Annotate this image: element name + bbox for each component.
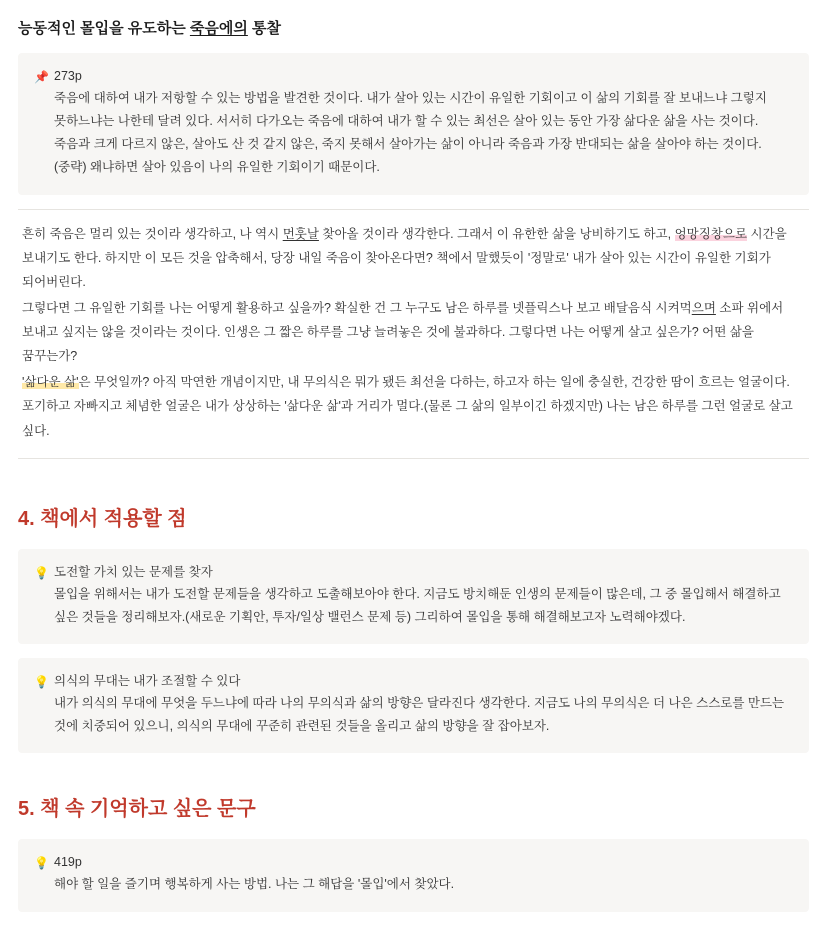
quote-callout-2-page-label: 419p (54, 855, 82, 870)
text-segment: 시간을 보내기도 한다. 하지만 이 모든 것을 압축해서, 당장 내일 죽음이 찾아온다면? 책에서 말했듯이 '정말로' 내가 살아 있는 시간이 유일한 기회가 되어버린다. (22, 226, 787, 290)
reflection-block (18, 209, 809, 459)
text-segment: 흔히 죽음은 멀리 있는 것이라 생각하고, 나 역시 (22, 226, 283, 241)
reflection-paragraph (22, 222, 805, 295)
apply-callout-2 (18, 658, 809, 753)
lightbulb-icon: 💡 (34, 675, 49, 690)
pushpin-icon: 📌 (34, 70, 49, 84)
text-segment: 찾아올 것이라 생각한다. 그래서 이 유한한 삶을 낭비하기도 하고, (318, 226, 675, 241)
text-segment: 은 무엇일까? 아직 막연한 개념이지만, 내 무의식은 뭐가 됐든 최선을 다하는, 하고자 하는 일에 충실한, 건강한 땀이 흐르는 얼굴이다. 포기하고 자빠지고 체념한 얼굴은 내가 상상하는 '삶다운 삶'과 거리가 멀다.(물론 그 삶의 일부이긴 하겠지만) 나는 남은 하루를 그런 얼굴로 살고 싶다. (22, 374, 793, 438)
text-segment: 소파 위에서 보내고 싶지는 않을 것이라는 것이다. 인생은 그 짧은 하루를 그냥 늘려놓은 것에 불과하다. 그렇다면 나는 어떻게 살고 싶은가? 어떤 삶을 꿈꾸는가? (22, 300, 784, 364)
section-title-5: 5. 책 속 기억하고 싶은 문구 (18, 798, 256, 821)
apply-callout-1-text: 몰입을 위해서는 내가 도전할 문제들을 생각하고 도출해보아야 한다. 지금도 방치해둔 인생의 문제들이 많은데, 그 중 몰입해서 해결하고 싶은 것들을 정리해보자.(새로운 기획안, 투자/일상 밸런스 문제 등) 그리하여 몰입을 통해 해결해보고자 노력해야겠다. (54, 586, 781, 624)
reflection-paragraph (22, 296, 805, 369)
text-segment-underline: 으며 (691, 300, 716, 315)
apply-callout-1 (18, 549, 809, 644)
apply-callout-2-text: 내가 의식의 무대에 무엇을 두느냐에 따라 나의 무의식과 삶의 방향은 달라진다 생각한다. 지금도 나의 무의식은 더 나은 스스로를 만드는 것에 치중되어 있으니, 의식의 무대에 꾸준히 관련된 것들을 올리고 삶의 방향을 잘 잡아보자. (54, 696, 785, 734)
quote-text: 죽음에 대하여 내가 저항할 수 있는 방법을 발견한 것이다. 내가 살아 있는 시간이 유일한 기회이고 이 삶의 기회를 잘 보내느냐 그렇지 못하느냐는 나한테 달려 있다. 서서히 다가오는 죽음에 대하여 내가 할 수 있는 최선은 살아 있는 동안 가장 삶다운 삶을 사는 것이다. 죽음과 크게 다르지 않은, 살아도 산 것 같지 않은, 죽지 못해서 살아가는 삶이 아니라 죽음과 가장 반대되는 삶을 살아야 하는 것이다. (중략) 왜냐하면 살아 있음이 나의 유일한 기회이기 때문이다. (54, 91, 767, 175)
page-title-underlined: 죽음에의 (189, 20, 248, 37)
lightbulb-icon: 💡 (34, 565, 49, 580)
text-segment-underline: 먼훗날 (282, 226, 319, 241)
apply-callout-2-title: 의식의 무대는 내가 조절할 수 있다 (54, 674, 241, 689)
section-title-4: 4. 책에서 적용할 점 (18, 507, 187, 530)
quote-callout (18, 53, 809, 195)
page-title-suffix: 통찰 (247, 20, 282, 37)
text-segment-highlight: 엉망징창으로 (674, 226, 748, 241)
quote-callout-2 (18, 839, 809, 911)
lightbulb-icon: 💡 (34, 856, 49, 871)
quote-page-label: 273p (54, 69, 82, 83)
text-segment: 그렇다면 그 유일한 기회를 나는 어떻게 활용하고 싶을까? 확실한 건 그 누구도 남은 하루를 넷플릭스나 보고 배달음식 시켜먹 (22, 300, 692, 315)
quote-callout-2-text: 해야 할 일을 즐기며 행복하게 사는 방법. 나는 그 해답을 '몰입'에서 찾았다. (54, 877, 455, 892)
reflection-paragraph (22, 370, 805, 443)
apply-callout-1-title: 도전할 가치 있는 문제를 찾자 (54, 564, 213, 579)
page-title (18, 18, 809, 39)
text-segment-highlight: '삶다운 삶' (22, 374, 79, 389)
page-title-prefix: 능동적인 몰입을 유도하는 (18, 20, 190, 37)
